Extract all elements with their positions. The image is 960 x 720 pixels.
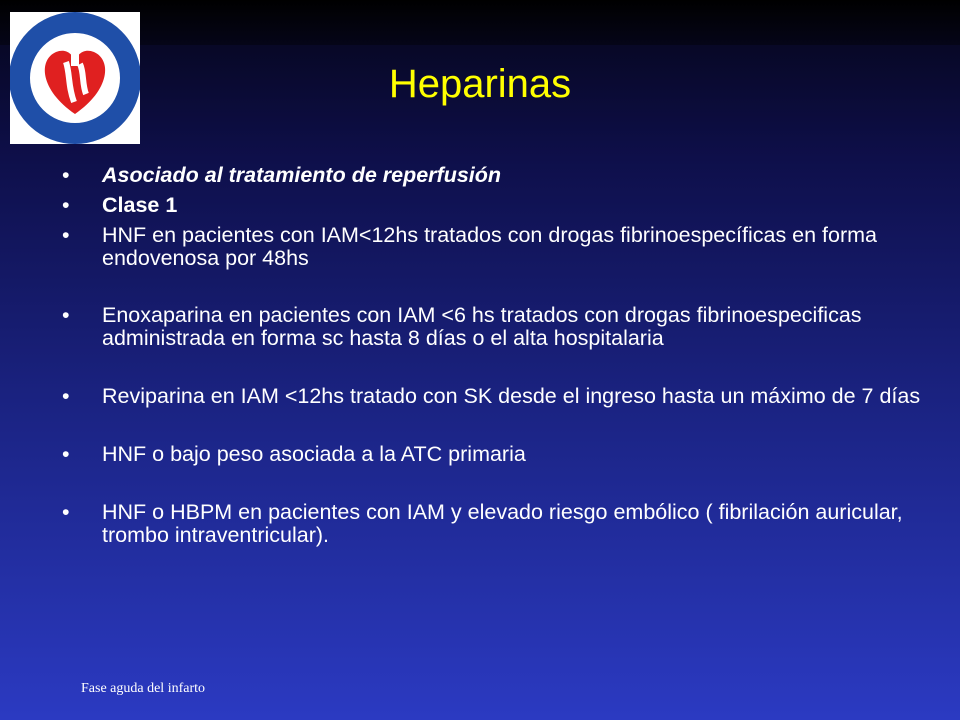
- bullet-item: [62, 385, 922, 408]
- bullet-item: [62, 501, 922, 547]
- bullet-marker: •: [62, 442, 70, 466]
- slide-title: Heparinas: [388, 62, 572, 106]
- top-bar: [0, 0, 960, 45]
- bullet-text: Clase 1: [102, 193, 178, 217]
- bullet-item: [62, 224, 922, 270]
- bullet-item: [62, 194, 922, 217]
- bullet-marker: •: [62, 500, 70, 524]
- bullet-marker: •: [62, 163, 70, 187]
- bullet-text: HNF en pacientes con IAM<12hs tratados con drogas fibrinoespecíficas en forma endovenosa por 48hs: [102, 223, 878, 270]
- bullet-marker: •: [62, 384, 70, 408]
- bullet-marker: •: [62, 193, 70, 217]
- bullet-list: [62, 164, 922, 547]
- slide-footer: Fase aguda del infarto: [81, 681, 206, 696]
- bullet-text: Reviparina en IAM <12hs tratado con SK desde el ingreso hasta un máximo de 7 días: [102, 384, 921, 408]
- bullet-marker: •: [62, 223, 70, 247]
- bullet-text: Asociado al tratamiento de reperfusión: [102, 163, 502, 187]
- bullet-text: HNF o bajo peso asociada a la ATC primaria: [102, 442, 526, 466]
- bullet-text: Enoxaparina en pacientes con IAM <6 hs tratados con drogas fibrinoespecificas administrada en forma sc hasta 8 días o el alta hospitalaria: [102, 303, 862, 350]
- bullet-item: [62, 443, 922, 466]
- bullet-item: [62, 164, 922, 187]
- bullet-text: HNF o HBPM en pacientes con IAM y elevado riesgo embólico ( fibrilación auricular, trombo intraventricular).: [102, 500, 903, 547]
- bullet-item: [62, 304, 922, 350]
- bullet-marker: •: [62, 303, 70, 327]
